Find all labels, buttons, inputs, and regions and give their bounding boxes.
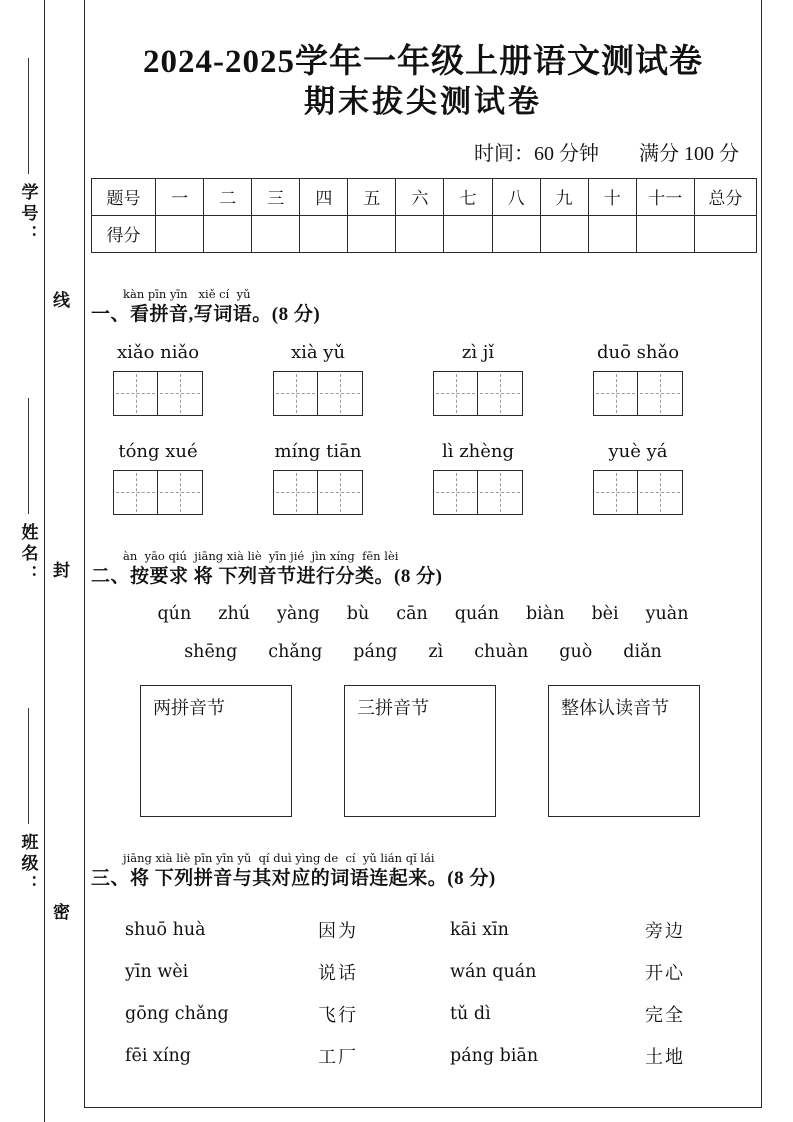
writing-cell[interactable]	[638, 470, 683, 515]
category-boxes	[85, 685, 761, 817]
match-word-item[interactable]: 工厂	[318, 1046, 358, 1067]
word-item	[592, 440, 684, 515]
syllable: chuàn	[474, 641, 529, 662]
writing-grid	[273, 371, 363, 416]
score-input-cell[interactable]	[348, 215, 396, 252]
score-input-cell[interactable]	[252, 215, 300, 252]
student-id-field	[13, 58, 43, 246]
writing-cell[interactable]	[158, 470, 203, 515]
section1-pinyin-hint: kàn pīn yīn xiě cí yǔ	[123, 286, 251, 301]
score-table-score-row	[92, 215, 757, 252]
score-input-cell[interactable]	[636, 215, 694, 252]
match-pinyin-item[interactable]: gōng chǎng	[125, 1003, 229, 1024]
score-header-cell: 三	[252, 178, 300, 215]
word-item	[432, 440, 524, 515]
writing-grid	[433, 470, 523, 515]
score-input-cell[interactable]	[156, 215, 204, 252]
score-header-cell: 九	[540, 178, 588, 215]
word-pinyin: xiǎo niǎo	[116, 341, 200, 363]
score-header-cell: 二	[204, 178, 252, 215]
writing-cell[interactable]	[593, 371, 638, 416]
word-item	[272, 341, 364, 416]
score-header-cell: 总分	[694, 178, 756, 215]
score-input-cell[interactable]	[540, 215, 588, 252]
writing-cell[interactable]	[433, 470, 478, 515]
word-pinyin: xià yǔ	[290, 341, 346, 363]
student-id-blank[interactable]	[28, 58, 29, 174]
score-header-cell: 题号	[92, 178, 156, 215]
writing-cell[interactable]	[113, 371, 158, 416]
score-input-cell[interactable]	[694, 215, 756, 252]
student-name-label: 姓名：	[18, 523, 38, 586]
syllable: quán	[454, 603, 499, 624]
score-header-cell: 八	[492, 178, 540, 215]
class-blank[interactable]	[28, 708, 29, 824]
score-header-cell: 十一	[636, 178, 694, 215]
seal-char-mi: 密	[53, 903, 70, 922]
match-word-item[interactable]: 完全	[645, 1004, 685, 1025]
category-box-whole-syllable[interactable]	[548, 685, 700, 817]
fold-line	[44, 0, 45, 1122]
syllable: qún	[157, 603, 192, 624]
score-header-cell: 七	[444, 178, 492, 215]
student-id-label: 学号：	[18, 183, 38, 246]
syllable: zhú	[218, 603, 250, 624]
syllable: bù	[346, 603, 370, 624]
writing-cell[interactable]	[593, 470, 638, 515]
matching-area	[85, 909, 761, 1077]
syllable: shēng	[184, 641, 238, 662]
section1-words-row2	[85, 440, 761, 515]
score-input-cell[interactable]	[492, 215, 540, 252]
score-header-cell: 五	[348, 178, 396, 215]
syllables-row1	[85, 603, 761, 625]
word-pinyin: tóng xué	[118, 440, 198, 462]
category-box-label: 三拼音节	[357, 697, 429, 718]
word-pinyin: yuè yá	[608, 440, 668, 462]
paper-frame	[84, 0, 762, 1108]
category-box-label: 两拼音节	[153, 697, 225, 718]
syllable: páng	[353, 641, 398, 662]
syllable: yuàn	[645, 603, 689, 624]
writing-cell[interactable]	[478, 371, 523, 416]
section2-heading: 二、按要求 将 下列音节进行分类。(8 分)	[91, 565, 443, 587]
syllable: zì	[428, 641, 444, 662]
match-pinyin-item[interactable]: wán quán	[450, 961, 537, 982]
writing-grid	[113, 470, 203, 515]
section3-heading: 三、将 下列拼音与其对应的词语连起来。(8 分)	[91, 867, 496, 889]
word-pinyin: míng tiān	[274, 440, 362, 462]
word-pinyin: duō shǎo	[596, 341, 680, 363]
category-box-two-pin[interactable]	[140, 685, 292, 817]
writing-grid	[113, 371, 203, 416]
syllable: yàng	[276, 603, 320, 624]
syllable: chǎng	[268, 641, 323, 662]
score-input-cell[interactable]	[300, 215, 348, 252]
score-table-header-row	[92, 178, 757, 215]
score-input-cell[interactable]	[204, 215, 252, 252]
match-pinyin-item[interactable]: shuō huà	[125, 919, 206, 940]
class-field	[13, 708, 43, 896]
syllable: diǎn	[623, 641, 662, 662]
score-header-cell: 一	[156, 178, 204, 215]
word-pinyin: zì jǐ	[461, 341, 495, 363]
match-word-item[interactable]: 土地	[645, 1046, 685, 1067]
section1-heading: 一、看拼音,写词语。(8 分)	[91, 303, 321, 325]
seal-char-xian: 线	[53, 291, 70, 310]
match-pinyin-item[interactable]: yīn wèi	[125, 961, 189, 982]
word-item	[432, 341, 524, 416]
time-info: 时间：60 分钟 满分 100 分	[474, 142, 739, 165]
match-pinyin-item[interactable]: páng biān	[450, 1045, 539, 1066]
word-item	[112, 341, 204, 416]
word-item	[272, 440, 364, 515]
student-name-field	[13, 398, 43, 586]
match-word-item[interactable]: 旁边	[645, 920, 685, 941]
score-input-cell[interactable]	[444, 215, 492, 252]
writing-cell[interactable]	[113, 470, 158, 515]
match-word-item[interactable]: 因为	[318, 920, 358, 941]
writing-grid	[593, 371, 683, 416]
writing-cell[interactable]	[158, 371, 203, 416]
writing-grid	[273, 470, 363, 515]
writing-cell[interactable]	[318, 371, 363, 416]
section2-pinyin-hint: àn yāo qiú jiāng xià liè yīn jié jìn xíng fēn lèi	[123, 548, 399, 563]
writing-cell[interactable]	[273, 371, 318, 416]
syllable: biàn	[525, 603, 565, 624]
match-word-item[interactable]: 飞行	[318, 1004, 358, 1025]
writing-cell[interactable]	[478, 470, 523, 515]
writing-grid	[593, 470, 683, 515]
exam-title: 2024-2025学年一年级上册语文测试卷	[143, 44, 703, 80]
match-pinyin-item[interactable]: tǔ dì	[450, 1003, 491, 1024]
section3-pinyin-hint: jiāng xià liè pīn yīn yǔ qí duì yìng de cí yǔ lián qǐ lái	[123, 850, 435, 865]
writing-cell[interactable]	[638, 371, 683, 416]
section1-words-row1	[85, 341, 761, 416]
category-box-label: 整体认读音节	[561, 697, 669, 718]
score-header-cell: 六	[396, 178, 444, 215]
seal-char-feng: 封	[53, 561, 70, 580]
syllables-row2	[85, 641, 761, 663]
match-word-item[interactable]: 说话	[318, 962, 358, 983]
writing-cell[interactable]	[433, 371, 478, 416]
writing-grid	[433, 371, 523, 416]
class-label: 班级：	[18, 833, 38, 896]
word-pinyin: lì zhèng	[441, 440, 515, 462]
score-input-cell[interactable]	[588, 215, 636, 252]
student-name-blank[interactable]	[28, 398, 29, 514]
word-item	[592, 341, 684, 416]
category-box-three-pin[interactable]	[344, 685, 496, 817]
syllable: bèi	[591, 603, 619, 624]
writing-cell[interactable]	[273, 470, 318, 515]
syllable: cān	[396, 603, 428, 624]
syllable: guò	[559, 641, 593, 662]
writing-cell[interactable]	[318, 470, 363, 515]
exam-subtitle: 期末拔尖测试卷	[304, 83, 542, 119]
score-input-cell[interactable]	[396, 215, 444, 252]
score-header-cell: 十	[588, 178, 636, 215]
word-item	[112, 440, 204, 515]
match-pinyin-item[interactable]: kāi xīn	[450, 919, 509, 940]
score-row-label: 得分	[92, 215, 156, 252]
score-header-cell: 四	[300, 178, 348, 215]
match-word-item[interactable]: 开心	[645, 962, 685, 983]
score-table	[91, 178, 757, 253]
match-pinyin-item[interactable]: fēi xíng	[125, 1045, 191, 1066]
